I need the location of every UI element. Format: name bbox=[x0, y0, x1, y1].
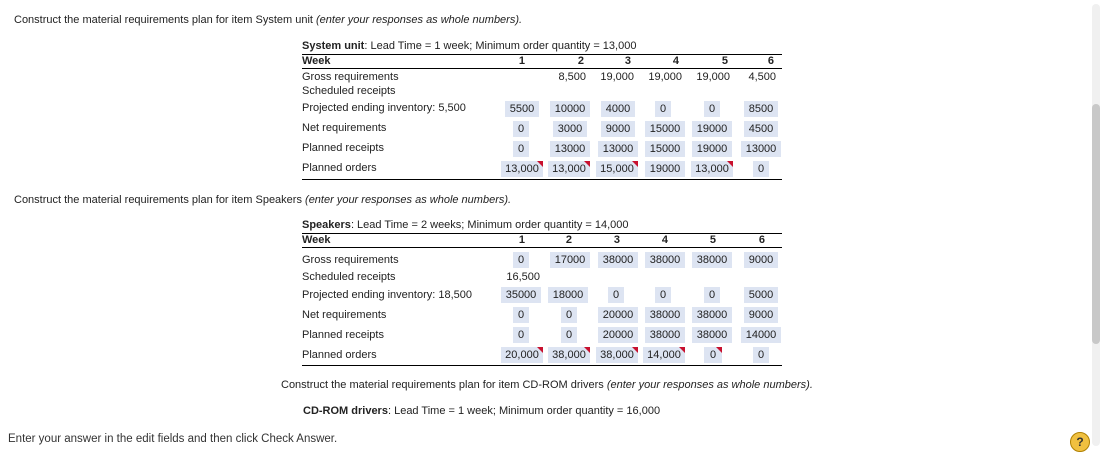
orders-label: Planned orders bbox=[302, 162, 377, 174]
receipts-input-w4[interactable]: 15000 bbox=[645, 141, 685, 157]
gross-input-w3[interactable]: 38000 bbox=[598, 252, 638, 268]
instruction-note: (enter your responses as whole numbers). bbox=[305, 194, 512, 206]
proj-input-w3[interactable]: 4000 bbox=[601, 101, 635, 117]
cell-value: 13,000 bbox=[505, 163, 539, 175]
gross-w5: 19,000 bbox=[696, 71, 730, 83]
week-4: 4 bbox=[672, 55, 679, 67]
gross-w3: 19,000 bbox=[600, 71, 634, 83]
week-4: 4 bbox=[661, 234, 668, 246]
week-5: 5 bbox=[709, 234, 716, 246]
cell-value: 15,000 bbox=[600, 163, 634, 175]
proj-input-w3[interactable]: 0 bbox=[608, 287, 624, 303]
item-name: CD-ROM drivers bbox=[303, 405, 388, 417]
week-header bbox=[302, 54, 782, 69]
orders-input-w4[interactable]: 19000 bbox=[645, 161, 685, 177]
net-input-w1[interactable]: 0 bbox=[513, 121, 529, 137]
help-icon[interactable]: ? bbox=[1070, 432, 1090, 452]
orders-input-w2[interactable] bbox=[548, 347, 590, 363]
net-input-w2[interactable]: 0 bbox=[561, 307, 577, 323]
receipts-input-w6[interactable]: 13000 bbox=[741, 141, 781, 157]
gross-w4: 19,000 bbox=[648, 71, 682, 83]
item-params: : Lead Time = 1 week; Minimum order quantity = 16,000 bbox=[387, 405, 661, 417]
orders-input-w6[interactable]: 0 bbox=[753, 347, 769, 363]
net-label: Net requirements bbox=[302, 122, 387, 134]
instruction-text: Construct the material requirements plan for item CD-ROM drivers bbox=[281, 379, 607, 391]
item-params: : Lead Time = 1 week; Minimum order quantity = 13,000 bbox=[364, 40, 637, 52]
error-flag-icon bbox=[584, 347, 590, 353]
net-input-w5[interactable]: 38000 bbox=[692, 307, 732, 323]
vertical-scrollbar[interactable] bbox=[1092, 4, 1100, 446]
system-title bbox=[302, 40, 636, 52]
table-bottom-rule bbox=[302, 179, 782, 180]
orders-label: Planned orders bbox=[302, 349, 377, 361]
orders-input-w1[interactable] bbox=[501, 347, 543, 363]
proj-input-w6[interactable]: 8500 bbox=[744, 101, 778, 117]
sched-w1: 16,500 bbox=[506, 271, 540, 283]
orders-input-w6[interactable]: 0 bbox=[753, 161, 769, 177]
proj-input-w4[interactable]: 0 bbox=[655, 101, 671, 117]
cell-value: 13,000 bbox=[695, 163, 729, 175]
net-input-w6[interactable]: 9000 bbox=[744, 307, 778, 323]
receipts-label: Planned receipts bbox=[302, 142, 384, 154]
week-3: 3 bbox=[613, 234, 620, 246]
receipts-input-w6[interactable]: 14000 bbox=[741, 327, 781, 343]
item-name: Speakers bbox=[302, 219, 351, 231]
proj-label: Projected ending inventory: 18,500 bbox=[302, 289, 473, 301]
receipts-input-w3[interactable]: 13000 bbox=[598, 141, 638, 157]
receipts-input-w3[interactable]: 20000 bbox=[598, 327, 638, 343]
error-flag-icon bbox=[727, 161, 733, 167]
proj-input-w5[interactable]: 0 bbox=[704, 101, 720, 117]
orders-input-w3[interactable] bbox=[596, 347, 638, 363]
instruction-note: (enter your responses as whole numbers). bbox=[316, 14, 523, 26]
error-flag-icon bbox=[632, 347, 638, 353]
receipts-input-w5[interactable]: 19000 bbox=[692, 141, 732, 157]
week-header bbox=[302, 233, 782, 248]
gross-input-w2[interactable]: 17000 bbox=[550, 252, 590, 268]
item-params: : Lead Time = 2 weeks; Minimum order quantity = 14,000 bbox=[350, 219, 629, 231]
cell-value: 20,000 bbox=[505, 349, 539, 361]
speakers-instruction bbox=[14, 194, 511, 206]
gross-label: Gross requirements bbox=[302, 254, 399, 266]
orders-input-w2[interactable] bbox=[548, 161, 590, 177]
proj-label: Projected ending inventory: 5,500 bbox=[302, 102, 466, 114]
item-name: System unit bbox=[302, 40, 365, 52]
net-input-w5[interactable]: 19000 bbox=[692, 121, 732, 137]
week-5: 5 bbox=[721, 55, 728, 67]
week-label: Week bbox=[302, 55, 331, 67]
net-label: Net requirements bbox=[302, 309, 387, 321]
instruction-note: (enter your responses as whole numbers). bbox=[606, 379, 813, 391]
receipts-input-w1[interactable]: 0 bbox=[513, 327, 529, 343]
system-instruction bbox=[14, 14, 522, 26]
receipts-label: Planned receipts bbox=[302, 329, 384, 341]
week-1: 1 bbox=[518, 234, 525, 246]
scrollbar-thumb[interactable] bbox=[1092, 104, 1100, 344]
receipts-input-w1[interactable]: 0 bbox=[513, 141, 529, 157]
gross-input-w1[interactable]: 0 bbox=[513, 252, 529, 268]
orders-input-w4[interactable] bbox=[643, 347, 685, 363]
instruction-text: Construct the material requirements plan for item System unit bbox=[14, 14, 317, 26]
net-input-w1[interactable]: 0 bbox=[513, 307, 529, 323]
week-label: Week bbox=[302, 234, 331, 246]
net-input-w6[interactable]: 4500 bbox=[744, 121, 778, 137]
speakers-title bbox=[302, 219, 629, 231]
net-input-w2[interactable]: 3000 bbox=[553, 121, 587, 137]
cell-value: 0 bbox=[709, 349, 717, 361]
sched-label: Scheduled receipts bbox=[302, 85, 396, 97]
table-bottom-rule bbox=[302, 365, 782, 366]
gross-input-w6[interactable]: 9000 bbox=[744, 252, 778, 268]
error-flag-icon bbox=[584, 161, 590, 167]
proj-input-w2[interactable]: 18000 bbox=[548, 287, 588, 303]
sched-label: Scheduled receipts bbox=[302, 271, 396, 283]
footer-instruction: Enter your answer in the edit fields and then click Check Answer. bbox=[8, 433, 338, 445]
cdrom-title bbox=[303, 405, 660, 417]
receipts-input-w4[interactable]: 38000 bbox=[645, 327, 685, 343]
proj-input-w5[interactable]: 0 bbox=[704, 287, 720, 303]
week-6: 6 bbox=[767, 55, 774, 67]
proj-input-w1[interactable]: 35000 bbox=[501, 287, 541, 303]
orders-input-w5[interactable] bbox=[704, 347, 722, 363]
net-input-w4[interactable]: 38000 bbox=[645, 307, 685, 323]
week-3: 3 bbox=[624, 55, 631, 67]
cdrom-instruction bbox=[281, 379, 813, 391]
receipts-input-w2[interactable]: 13000 bbox=[550, 141, 590, 157]
cell-value: 13,000 bbox=[552, 163, 586, 175]
gross-input-w5[interactable]: 38000 bbox=[692, 252, 732, 268]
error-flag-icon bbox=[537, 161, 543, 167]
net-input-w3[interactable]: 9000 bbox=[601, 121, 635, 137]
net-input-w4[interactable]: 15000 bbox=[645, 121, 685, 137]
error-flag-icon bbox=[537, 347, 543, 353]
week-1: 1 bbox=[518, 55, 525, 67]
cell-value: 38,000 bbox=[600, 349, 634, 361]
proj-input-w1[interactable]: 5500 bbox=[505, 101, 539, 117]
gross-w6: 4,500 bbox=[748, 71, 776, 83]
error-flag-icon bbox=[679, 347, 685, 353]
net-input-w3[interactable]: 20000 bbox=[598, 307, 638, 323]
error-flag-icon bbox=[632, 161, 638, 167]
orders-input-w3[interactable] bbox=[596, 161, 638, 177]
proj-input-w4[interactable]: 0 bbox=[655, 287, 671, 303]
error-flag-icon bbox=[716, 347, 722, 353]
week-2: 2 bbox=[577, 55, 584, 67]
gross-w2: 8,500 bbox=[558, 71, 586, 83]
orders-input-w1[interactable] bbox=[501, 161, 543, 177]
week-2: 2 bbox=[565, 234, 572, 246]
week-6: 6 bbox=[758, 234, 765, 246]
cell-value: 38,000 bbox=[552, 349, 586, 361]
cell-value: 14,000 bbox=[647, 349, 681, 361]
receipts-input-w5[interactable]: 38000 bbox=[692, 327, 732, 343]
gross-input-w4[interactable]: 38000 bbox=[645, 252, 685, 268]
proj-input-w2[interactable]: 10000 bbox=[550, 101, 590, 117]
proj-input-w6[interactable]: 5000 bbox=[744, 287, 778, 303]
receipts-input-w2[interactable]: 0 bbox=[561, 327, 577, 343]
gross-label: Gross requirements bbox=[302, 71, 399, 83]
orders-input-w5[interactable] bbox=[691, 161, 733, 177]
instruction-text: Construct the material requirements plan for item Speakers bbox=[14, 194, 306, 206]
